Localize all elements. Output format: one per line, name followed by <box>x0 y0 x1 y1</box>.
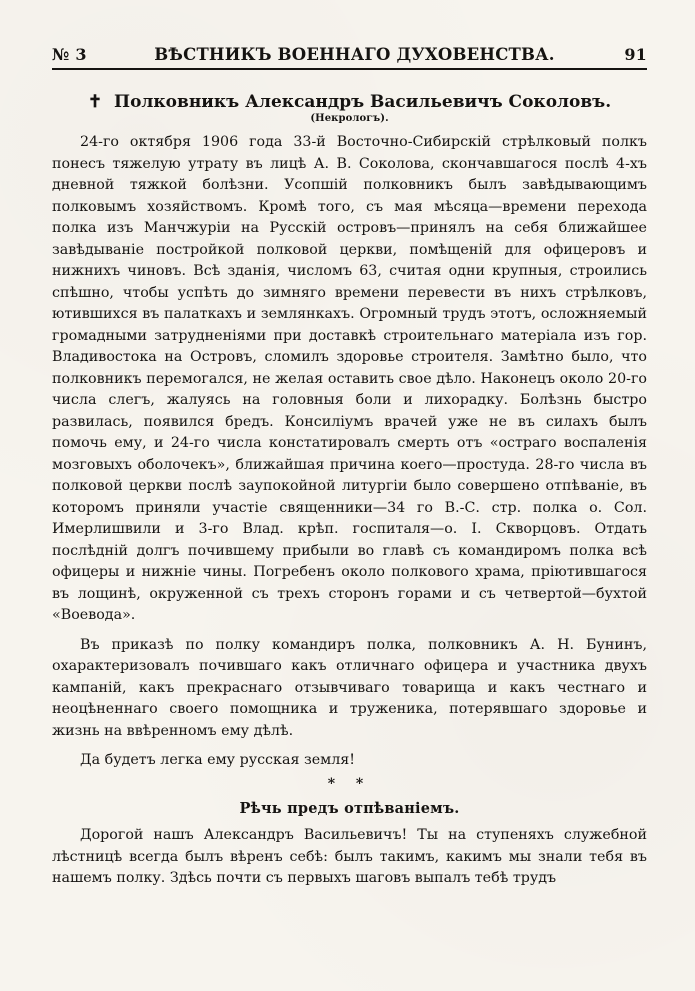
issue-number: № 3 <box>52 45 87 64</box>
obituary-title <box>52 94 647 112</box>
obituary-title-text: Полковникъ Александръ Васильевичъ Соколовъ. <box>114 92 612 112</box>
header-divider <box>52 68 647 70</box>
farewell-line: Да будетъ легка ему русская земля! <box>80 752 356 769</box>
section-stars: * * <box>327 775 372 792</box>
speech-title: Рѣчь предъ отпѣваніемъ. <box>239 799 460 817</box>
cross-icon: ✝ <box>87 92 103 112</box>
obituary-paragraph-1: 24-го октября 1906 года 33-й Восточно-Сибирскій стрѣлковый полкъ понесъ тяжелую утрату въ лицѣ А. В. Соколова, скончавшагося послѣ 4-хъ дневной тяжкой болѣзни. Усопшій полковникъ былъ завѣдывающимъ полковымъ хозяйствомъ. Кромѣ того, съ мая мѣсяца—времени перехода полка изъ Манчжуріи на Русскій островъ—принялъ на себя ближайшее завѣдываніе постройкой полковой церкви, помѣщеній для офицеровъ и нижнихъ чиновъ. Всѣ зданія, числомъ 63, считая одни крупныя, строились спѣшно, чтобы успѣть до зимняго времени перевести въ нихъ стрѣлковъ, ютившихся въ палаткахъ и землянкахъ. Огромный трудъ этотъ, осложняемый громадными затрудненіями при доставкѣ строительнаго матеріала изъ гор. Владивостока на Островъ, сломилъ здоровье строителя. Замѣтно было, что полковникъ перемогался, не желая оставить свое дѣло. Наконецъ около 20-го числа слегъ, жалуясь на головныя боли и лихорадку. Болѣзнь быстро развилась, появился бредъ. Консиліумъ врачей уже не въ силахъ былъ помочь ему, и 24-го числа констатировалъ смерть отъ «остраго воспаленія мозговыхъ оболочекъ», ближайшая причина коего—простуда. 28-го числа въ полковой церкви послѣ заупокойной литургіи было совершено отпѣваніе, въ которомъ приняли участіе священники—34 го В.-С. стр. полка о. Сол. Имерлишвили и 3-го Влад. крѣп. госпиталя—о. I. Скворцовъ. Отдать послѣдній долгъ почившему прибыли во главѣ съ командиромъ полка всѣ офицеры и нижніе чины. Погребенъ около полкового храма, пріютившагося въ лощинѣ, окруженной съ трехъ сторонъ горами и съ четвертой—бухтой «Воевода». <box>52 134 647 624</box>
obituary-subtitle: (Некрологъ). <box>310 112 389 124</box>
journal-title: ВѢСТНИКЪ ВОЕННАГО ДУХОВЕНСТВА. <box>154 45 555 64</box>
page-number: 91 <box>624 45 647 64</box>
speech-paragraph: Дорогой нашъ Александръ Васильевичъ! Ты на ступеняхъ служебной лѣстницѣ всегда былъ вѣренъ себѣ: былъ такимъ, какимъ мы знали тебя въ нашемъ полку. Здѣсь почти съ первыхъ шаговъ выпалъ тебѣ трудъ <box>52 827 647 887</box>
page-header <box>52 36 647 64</box>
order-paragraph: Въ приказѣ по полку командиръ полка, полковникъ А. Н. Бунинъ, охарактеризовалъ почившаго какъ отличнаго офицера и участника двухъ кампаній, какъ прекраснаго отзывчиваго товарища и какъ честнаго и неоцѣненнаго своего помощника и труженика, потерявшаго здоровье и жизнь на ввѣренномъ ему дѣлѣ. <box>52 636 647 739</box>
